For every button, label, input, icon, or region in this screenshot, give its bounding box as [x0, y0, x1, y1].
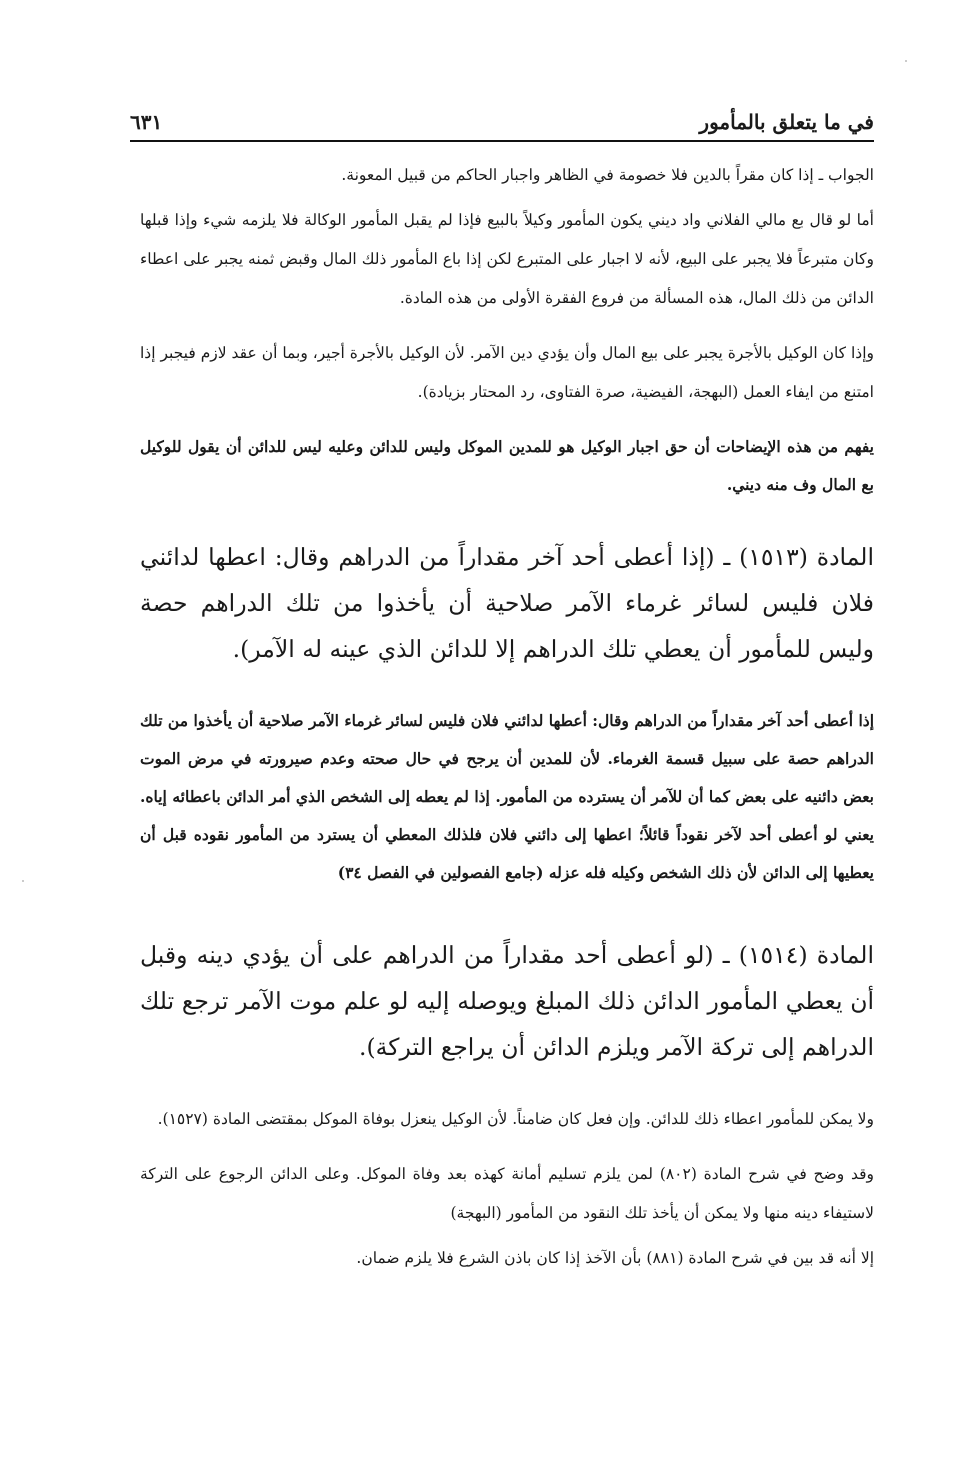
article-1513-commentary: إذا أعطى أحد آخر مقداراً من الدراهم وقال: أعطها لدائني فلان فليس لسائر غرماء الآمر صلاحية أن يأخذوا من تلك الدراهم حصة على سبيل قسمة الغرماء. لأن للمدين أن يرجح في حال صحته وعدم صيرورته في مرض الموت بعض دائنيه على بعض كما أن للآمر أن يسترده من المأمور. إذا لم يعطه إلى الشخص الذي أمر الدائن باعطائه إياه. يعني لو أعطى أحد لآخر نقوداً قائلاً؛ اعطها إلى دائني فلان فلذلك المعطي أن يسترد من المأمور نقوده قبل أن يعطيها إلى الدائن لأن ذلك الشخص وكيله فله عزله (جامع الفصولين في الفصل ٣٤)	[140, 711, 874, 882]
commentary-paragraph: وإذا كان الوكيل بالأجرة يجبر على بيع المال وأن يؤدي دين الآمر. لأن الوكيل بالأجرة أجير، وبما أن عقد لازم فيجبر إذا امتنع من ايفاء العمل (البهجة، الفيضية، صرة الفتاوى، رد المحتار بزيادة).	[140, 344, 874, 401]
scan-speck	[905, 60, 907, 62]
article-1514-commentary: ولا يمكن للمأمور اعطاء ذلك للدائن. وإن فعل كان ضامناً. لأن الوكيل ينعزل بوفاة الموكل بمقتضى المادة (١٥٢٧).	[157, 1110, 874, 1128]
page-number: ٦٣١	[130, 110, 163, 134]
commentary-paragraph: أما لو قال بع مالي الفلاني واد ديني يكون المأمور وكيلاً بالبيع فإذا لم يقبل المأمور الوكالة فلا يلزمه شيء وإذا قبلها وكان متبرعاً فلا يجبر على البيع، لأنه لا اجبار على المتبرع لكن إذا باع المأمور ذلك المال وقبض ثمنه يجبر على اعطاء الدائن من ذلك المال، هذه المسألة من فروع الفقرة الأولى من هذه المادة.	[140, 211, 874, 307]
book-page	[130, 100, 874, 1438]
scan-speck	[22, 880, 24, 882]
running-header	[130, 100, 874, 142]
commentary-paragraph: وقد وضح في شرح المادة (٨٠٢) لمن يلزم تسليم أمانة كهذه بعد وفاة الموكل. وعلى الدائن الرجوع على التركة لاستيفاء دينه منها ولا يمكن أن يأخذ تلك النقود من المأمور (البهجة)	[140, 1165, 874, 1222]
commentary-paragraph: إلا أنه قد بين في شرح المادة (٨٨١) بأن الآخذ إذا كان باذن الشرع فلا يلزم ضمان.	[356, 1249, 874, 1267]
article-1513: المادة (١٥١٣) ـ (إذا أعطى أحد آخر مقداراً من الدراهم وقال: اعطها لدائني فلان فليس لسائر غرماء الآمر صلاحية أن يأخذوا من تلك الدراهم حصة وليس للمأمور أن يعطي تلك الدراهم إلا للدائن الذي عينه له الآمر).	[140, 543, 874, 663]
answer-paragraph: الجواب ـ إذا كان مقراً بالدين فلا خصومة في الظاهر واجبار الحاكم من قبيل المعونة.	[341, 166, 874, 184]
commentary-paragraph-bold: يفهم من هذه الإيضاحات أن حق اجبار الوكيل هو للمدين الموكل وليس للدائن وعليه ليس للدائن أن يقول للوكيل بع المال وف منه ديني.	[140, 437, 874, 494]
header-title: في ما يتعلق بالمأمور	[699, 110, 874, 134]
article-1514: المادة (١٥١٤) ـ (لو أعطى أحد مقداراً من الدراهم على أن يؤدي دينه وقبل أن يعطي المأمور الدائن ذلك المبلغ ويوصله إليه لو علم موت الآمر ترجع تلك الدراهم إلى تركة الآمر ويلزم الدائن أن يراجع التركة).	[140, 941, 874, 1061]
